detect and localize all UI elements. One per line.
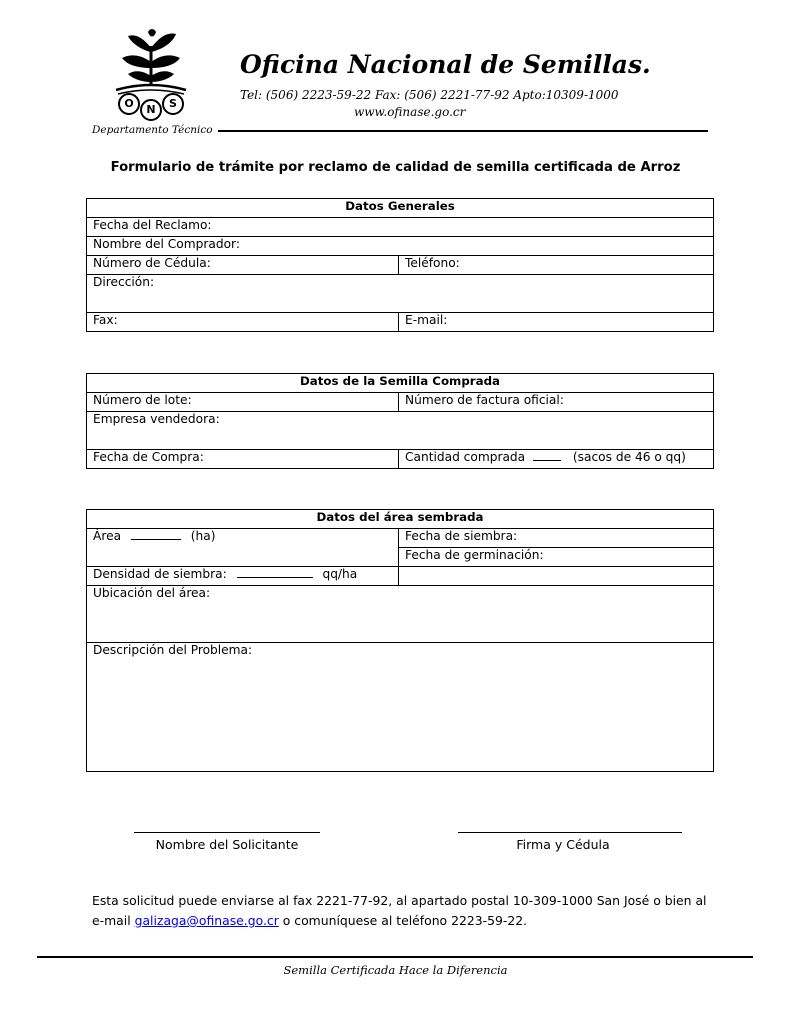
header-divider — [218, 130, 708, 132]
office-title: Oficina Nacional de Semillas. — [240, 50, 651, 79]
area-unidad-label: (ha) — [190, 529, 216, 543]
datos-area-title: Datos del área sembrada — [87, 510, 714, 529]
densidad-field[interactable] — [87, 567, 399, 586]
numero-cedula-field[interactable]: Número de Cédula: — [87, 256, 399, 275]
fecha-reclamo-field[interactable]: Fecha del Reclamo: — [87, 218, 714, 237]
solicitante-signature-line — [134, 832, 320, 833]
area-label: Área — [93, 529, 122, 543]
descripcion-problema-field[interactable]: Descripción del Problema: — [87, 643, 714, 772]
datos-semilla-table — [86, 373, 714, 469]
ubicacion-field[interactable]: Ubicación del área: — [87, 586, 714, 643]
numero-lote-field[interactable]: Número de lote: — [87, 393, 399, 412]
fax-field[interactable]: Fax: — [87, 313, 399, 332]
empresa-vendedora-field[interactable]: Empresa vendedora: — [87, 412, 714, 450]
department-label: Departamento Técnico — [92, 124, 213, 136]
datos-generales-table — [86, 198, 714, 332]
firma-signature-line — [458, 832, 682, 833]
empty-cell — [399, 567, 714, 586]
cantidad-comprada-label: Cantidad comprada — [405, 450, 526, 464]
cantidad-unidad-label: (sacos de 46 o qq) — [572, 450, 686, 464]
notice-line-2 — [92, 913, 527, 928]
datos-semilla-title: Datos de la Semilla Comprada — [87, 374, 714, 393]
firma-label: Firma y Cédula — [516, 837, 610, 852]
form-title: Formulario de trámite por reclamo de calidad de semilla certificada de Arroz — [110, 160, 681, 175]
footer-divider — [37, 956, 753, 958]
telefono-field[interactable]: Teléfono: — [399, 256, 714, 275]
densidad-unidad-label: qq/ha — [322, 567, 358, 581]
solicitante-label: Nombre del Solicitante — [155, 837, 299, 852]
datos-generales-title: Datos Generales — [87, 199, 714, 218]
footer-slogan: Semilla Certificada Hace la Diferencia — [283, 963, 508, 977]
fecha-siembra-field[interactable]: Fecha de siembra: — [399, 529, 714, 548]
numero-factura-field[interactable]: Número de factura oficial: — [399, 393, 714, 412]
notice-line-2-prefix: e-mail — [92, 913, 135, 928]
datos-area-table — [86, 509, 714, 772]
contact-line: Tel: (506) 2223-59-22 Fax: (506) 2221-77-92 Apto:10309-1000 — [240, 88, 619, 102]
cantidad-blank — [533, 450, 561, 461]
area-blank — [131, 529, 181, 540]
email-field[interactable]: E-mail: — [399, 313, 714, 332]
densidad-blank — [237, 567, 313, 578]
logo-letter-n: N — [146, 103, 156, 116]
direccion-field[interactable]: Dirección: — [87, 275, 714, 313]
area-field[interactable] — [87, 529, 399, 567]
notice-line-2-suffix: o comuníquese al teléfono 2223-59-22. — [278, 913, 528, 928]
logo-letter-s: S — [169, 97, 177, 110]
nombre-comprador-field[interactable]: Nombre del Comprador: — [87, 237, 714, 256]
website-text: www.ofinase.go.cr — [354, 105, 466, 119]
fecha-germinacion-field[interactable]: Fecha de germinación: — [399, 548, 714, 567]
logo-letter-o: O — [124, 97, 134, 110]
fecha-compra-field[interactable]: Fecha de Compra: — [87, 450, 399, 469]
cantidad-comprada-field[interactable] — [399, 450, 714, 469]
email-link[interactable]: galizaga@ofinase.go.cr — [134, 913, 279, 928]
densidad-label: Densidad de siembra: — [93, 567, 227, 581]
notice-line-1: Esta solicitud puede enviarse al fax 2221-77-92, al apartado postal 10-309-1000 San José o bien al — [92, 893, 707, 908]
